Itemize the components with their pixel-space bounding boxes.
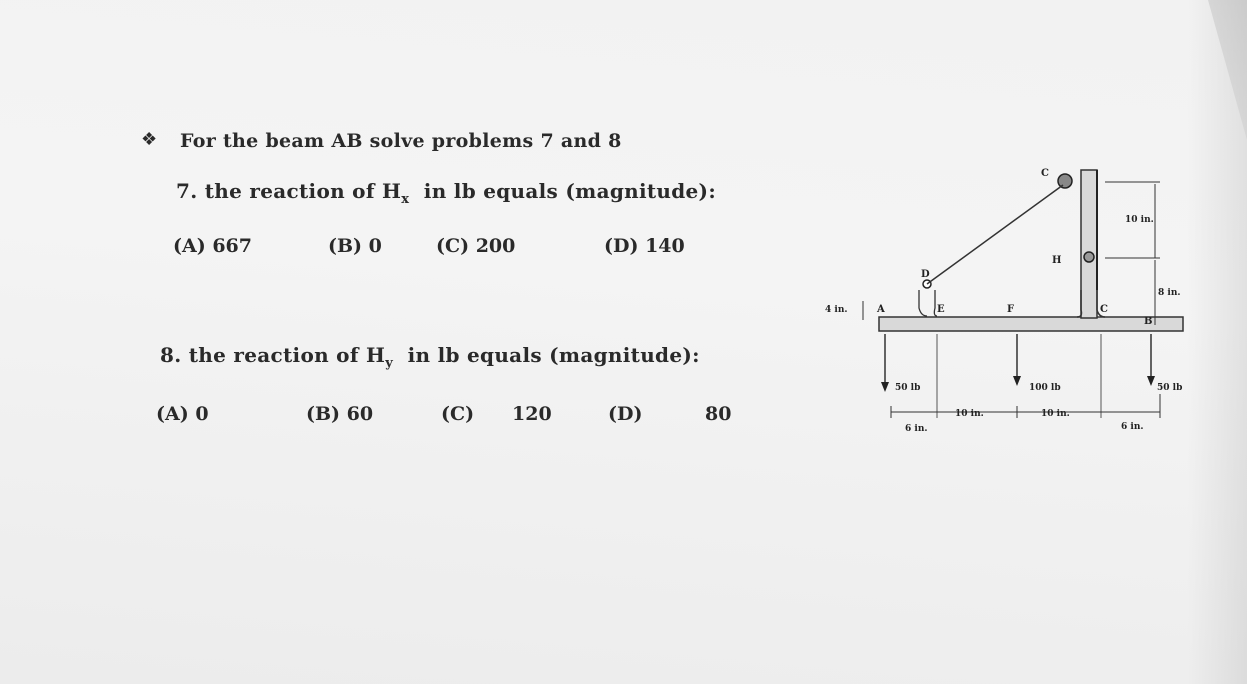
dim-4in: 4 in. xyxy=(825,305,848,315)
question-7 xyxy=(176,179,716,207)
pin-c-icon xyxy=(1058,174,1072,188)
load-middle: 100 lb xyxy=(1029,383,1061,393)
label-f: F xyxy=(1007,304,1015,315)
q8-option-d-value: 80 xyxy=(705,403,732,425)
pin-h-icon xyxy=(1084,252,1094,262)
vertical-member xyxy=(1081,170,1097,318)
q7-option-d: (D) 140 xyxy=(604,235,685,257)
question-8-subscript: y xyxy=(385,356,394,371)
dim-6in-right: 6 in. xyxy=(1121,422,1144,432)
label-h: H xyxy=(1052,255,1062,266)
q8-option-b: (B) 60 xyxy=(306,403,374,425)
beam-diagram xyxy=(815,150,1215,450)
q7-option-a: (A) 667 xyxy=(173,235,252,257)
d-bracket xyxy=(919,290,937,316)
load-left: 50 lb xyxy=(895,383,921,393)
question-8-suffix: in lb equals (magnitude): xyxy=(393,343,700,367)
dim-10in-b: 10 in. xyxy=(1041,409,1070,419)
question-8 xyxy=(160,343,700,371)
cable-dc xyxy=(927,185,1063,284)
q8-option-d-label: (D) xyxy=(608,403,643,425)
question-7-subscript: x xyxy=(401,192,410,207)
label-e: E xyxy=(937,304,945,315)
load-mid-arrowhead xyxy=(1013,376,1021,386)
label-b: B xyxy=(1144,316,1153,327)
q7-option-b: (B) 0 xyxy=(328,235,382,257)
question-8-prefix: 8. the reaction of H xyxy=(160,343,386,367)
label-c-low: C xyxy=(1100,304,1108,315)
bullet-icon: ❖ xyxy=(141,129,158,150)
label-c-top: C xyxy=(1041,168,1049,179)
load-right: 50 lb xyxy=(1157,383,1183,393)
load-right-arrowhead xyxy=(1147,376,1155,386)
dim-10in-a: 10 in. xyxy=(955,409,984,419)
q8-option-a: (A) 0 xyxy=(156,403,209,425)
question-7-prefix: 7. the reaction of H xyxy=(176,179,402,203)
load-left-arrowhead xyxy=(881,382,889,392)
dim-8in: 8 in. xyxy=(1158,288,1181,298)
beam-ab xyxy=(879,317,1183,331)
label-d: D xyxy=(921,269,930,280)
dim-10in-top: 10 in. xyxy=(1125,215,1154,225)
intro-heading: For the beam AB solve problems 7 and 8 xyxy=(180,130,622,152)
label-a: A xyxy=(877,304,885,315)
q8-option-c-label: (C) xyxy=(441,403,475,425)
q8-option-c-value: 120 xyxy=(512,403,552,425)
q7-option-c: (C) 200 xyxy=(436,235,516,257)
dim-6in-left: 6 in. xyxy=(905,424,928,434)
question-7-suffix: in lb equals (magnitude): xyxy=(409,179,717,203)
